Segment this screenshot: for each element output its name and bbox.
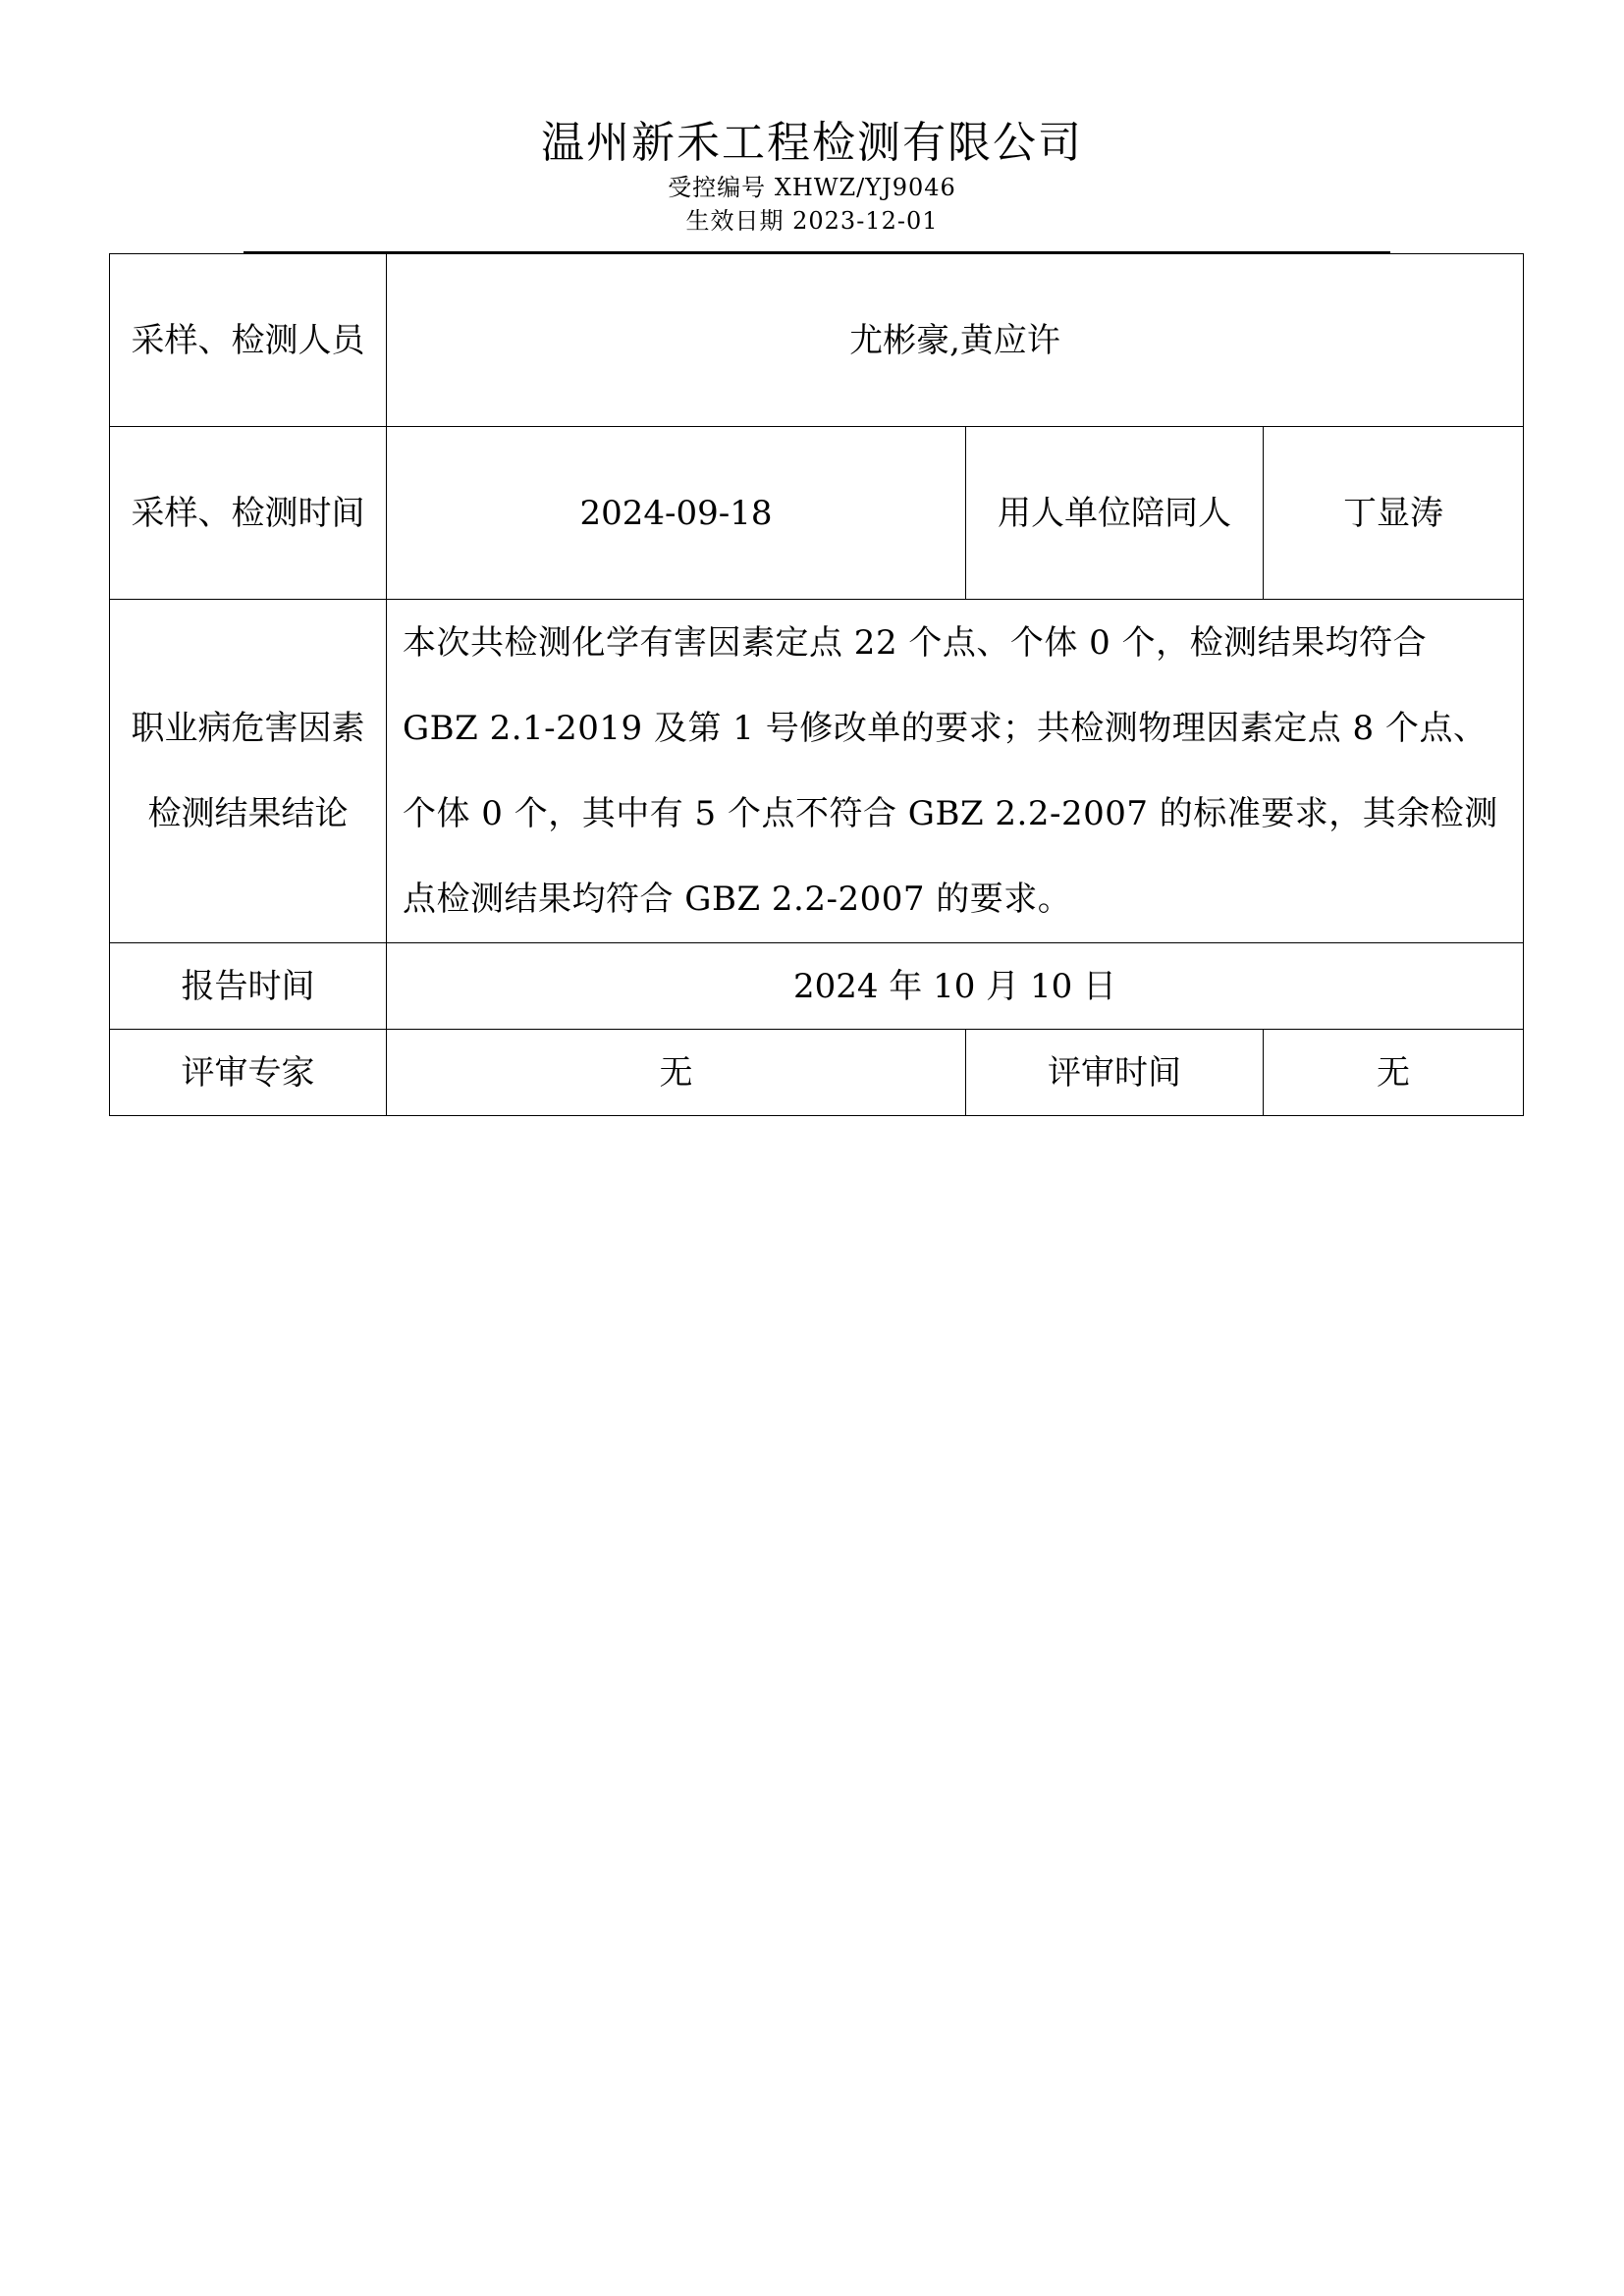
company-name: 温州新禾工程检测有限公司 bbox=[541, 118, 1083, 168]
review-expert-value: 无 bbox=[387, 1030, 966, 1116]
review-expert-label: 评审专家 bbox=[110, 1030, 387, 1116]
review-time-value: 无 bbox=[1264, 1030, 1524, 1116]
personnel-label: 采样、检测人员 bbox=[110, 254, 387, 427]
personnel-row bbox=[110, 254, 1524, 427]
control-number: 受控编号 XHWZ/YJ9046 bbox=[668, 174, 956, 201]
report-time-row bbox=[110, 943, 1524, 1030]
effective-date: 生效日期 2023-12-01 bbox=[685, 207, 939, 235]
review-row bbox=[110, 1030, 1524, 1116]
report-time-label: 报告时间 bbox=[110, 943, 387, 1030]
report-table bbox=[109, 253, 1524, 1116]
conclusion-row bbox=[110, 600, 1524, 943]
report-time-value: 2024 年 10 月 10 日 bbox=[387, 943, 1524, 1030]
conclusion-value: 本次共检测化学有害因素定点 22 个点、个体 0 个，检测结果均符合 GBZ 2.1-2019 及第 1 号修改单的要求；共检测物理因素定点 8 个点、个体 0 个，其中有 5 个点不符合 GBZ 2.2-2007 的标准要求，其余检测点检测结果均符合 GBZ 2.2-2007 的要求。 bbox=[387, 600, 1524, 943]
document-header bbox=[0, 116, 1624, 238]
conclusion-label: 职业病危害因素检测结果结论 bbox=[110, 600, 387, 943]
time-row bbox=[110, 427, 1524, 600]
time-label: 采样、检测时间 bbox=[110, 427, 387, 600]
time-value: 2024-09-18 bbox=[387, 427, 966, 600]
review-time-label: 评审时间 bbox=[966, 1030, 1264, 1116]
companion-value: 丁显涛 bbox=[1264, 427, 1524, 600]
personnel-value: 尤彬豪,黄应许 bbox=[387, 254, 1524, 427]
companion-label: 用人单位陪同人 bbox=[966, 427, 1264, 600]
